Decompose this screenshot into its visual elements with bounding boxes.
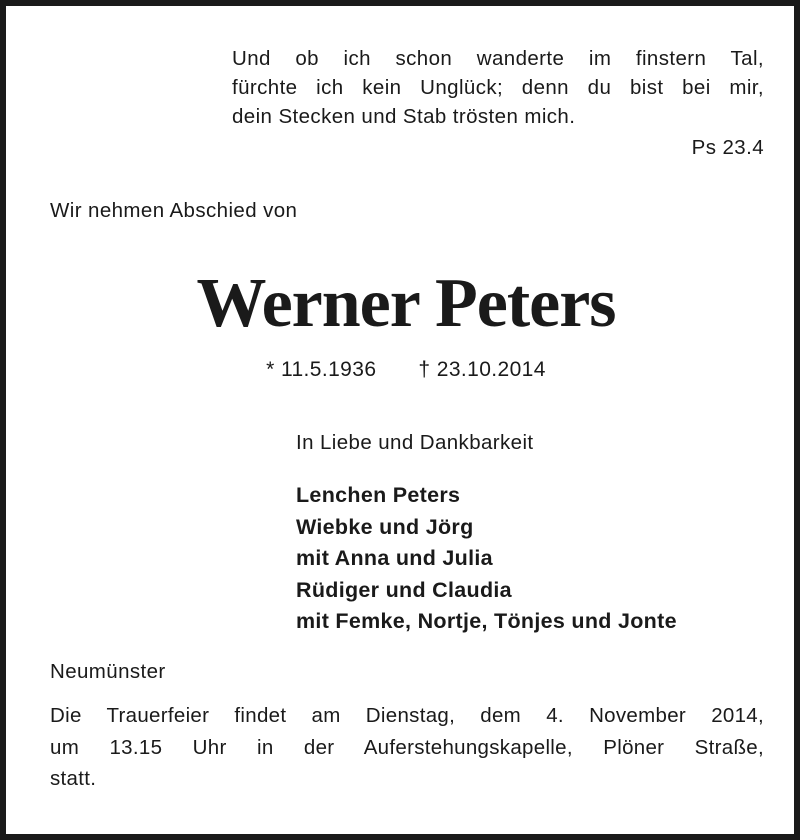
farewell-intro: Wir nehmen Abschied von (50, 199, 298, 222)
funeral-details (50, 700, 764, 795)
deceased-name: Werner Peters (196, 265, 616, 342)
verse-line: fürchte ich kein Unglück; denn du bist bei mir, (232, 76, 764, 99)
mourner-name: Rüdiger und Claudia (296, 577, 512, 602)
funeral-line: um 13.15 Uhr in der Auferstehungskapelle, Plöner Straße, (50, 735, 764, 759)
birth-date: * 11.5.1936 (266, 358, 377, 381)
mourners-list (296, 480, 677, 638)
life-dates (6, 358, 800, 382)
mourner-name: Wiebke und Jörg (296, 514, 474, 539)
verse-line: Und ob ich schon wanderte im finstern Tal, (232, 47, 764, 70)
death-date: † 23.10.2014 (418, 358, 546, 381)
mourner-name: Lenchen Peters (296, 483, 461, 507)
funeral-line: statt. (50, 767, 97, 790)
funeral-line: Die Trauerfeier findet am Dienstag, dem 4. November 2014, (50, 704, 764, 727)
bible-verse (232, 44, 764, 162)
verse-line: dein Stecken und Stab trösten mich. (232, 105, 576, 128)
dedication-line: In Liebe und Dankbarkeit (296, 431, 534, 454)
place-name: Neumünster (50, 660, 166, 683)
mourner-name: mit Anna und Julia (296, 546, 493, 570)
verse-reference: Ps 23.4 (691, 136, 764, 159)
mourner-name: mit Femke, Nortje, Tönjes und Jonte (296, 609, 677, 633)
